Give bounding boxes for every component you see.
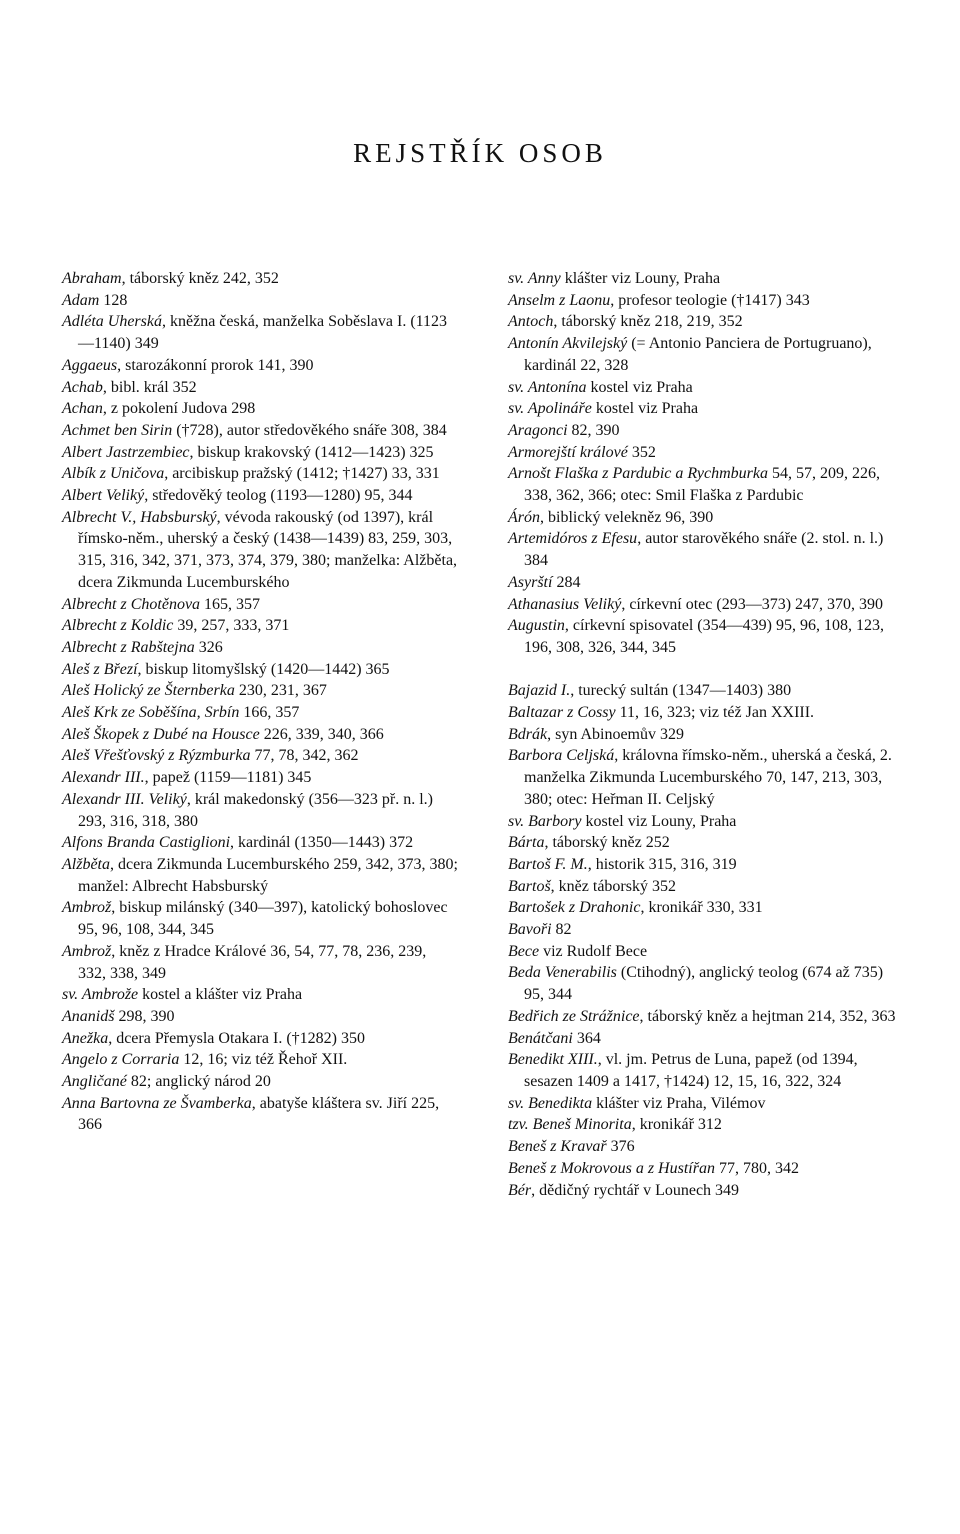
entry-references: klášter viz Praha, Vilémov [592,1094,766,1112]
entry-name: Albrecht z Chotěnova [62,595,201,613]
entry-name: Aragonci [508,421,568,439]
entry-references: 77, 780, 342 [714,1159,799,1177]
index-entry [62,659,458,681]
entry-name: Alžběta [62,855,110,873]
index-entry [62,485,458,507]
index-entry [62,1049,458,1071]
entry-name: Benedikt XIII. [508,1051,598,1069]
index-entry [62,594,458,616]
entry-references: 226, 339, 340, 366 [259,725,384,743]
index-entry [508,1136,904,1158]
index-entry [508,463,904,506]
letter-gap [508,659,904,681]
entry-name: Barbory [528,812,582,830]
entry-name: Apolináře [527,400,592,418]
entry-references: , táborský kněz 218, 219, 352 [553,313,743,331]
entry-name: Bavoři [508,921,552,939]
index-entry [62,268,458,290]
entry-references: , abatyše kláštera sv. Jiří 225, 366 [78,1094,440,1134]
entry-references: , církevní spisovatel (354—439) 95, 96, 108, 123, 196, 308, 326, 344, 345 [524,617,884,656]
entry-references: , král makedonský (356—323 př. n. l.) 293, 316, 318, 380 [78,790,434,830]
entry-name: Barbora Celjská [508,747,615,765]
entry-references: 82 [551,921,572,939]
entry-name: Antonína [527,378,587,396]
entry-references: , středověký teolog (1193—1280) 95, 344 [144,487,413,505]
entry-references: 165, 357 [200,595,261,613]
entry-name: Alexandr III. [62,769,145,787]
entry-references: , biblický velekněz 96, 390 [540,508,714,526]
index-entry [62,984,458,1006]
entry-references: , z pokolení Judova 298 [102,400,256,418]
entry-name: Achmet ben Sirin [62,421,173,439]
index-entry [508,941,904,963]
index-entry [62,1071,458,1093]
entry-name: Beda Venerabilis [508,964,617,982]
entry-references: , dcera Zikmunda Lucemburského 259, 342, 373, 380; manžel: Albrecht Habsburský [78,855,458,895]
entry-references: , papež (1159—1181) 345 [144,769,312,787]
index-entry [62,463,458,485]
entry-prefix: sv. [62,986,82,1004]
index-entry [508,268,904,290]
entry-references: , kněz z Hradce Králové 36, 54, 77, 78, 236, 239, 332, 338, 349 [78,942,427,982]
entry-name: Bér [508,1181,532,1199]
entry-prefix: tzv. [508,1116,533,1134]
index-entry [62,789,458,832]
entry-references: 326 [194,638,223,656]
entry-name: Beneš z Mokrovous a z Hustířan [508,1159,715,1177]
index-entry [62,420,458,442]
index-entry [508,702,904,724]
entry-references: , historik 315, 316, 319 [587,855,737,873]
entry-name: Aleš Škopek z Dubé na Housce [62,725,260,743]
entry-references: , turecký sultán (1347—1403) 380 [570,682,792,700]
entry-name: Bárta [508,834,545,852]
entry-references: , syn Abinoemův 329 [547,725,684,743]
index-column-left [62,268,458,1136]
entry-name: Anna Bartovna ze Švamberka [62,1094,252,1112]
entry-references: , starozákonní prorok 141, 390 [117,356,314,374]
entry-name: Angelo z Corraria [62,1051,180,1069]
index-entry [62,615,458,637]
entry-name: Bedřich ze Strážnice [508,1007,640,1025]
index-entry [62,377,458,399]
index-entry [62,941,458,984]
entry-references: 364 [572,1029,601,1047]
entry-references: , biskup milánský (340—397), katolický bohoslovec 95, 96, 108, 344, 345 [78,899,448,939]
index-entry [508,398,904,420]
entry-references: , táborský kněz a hejtman 214, 352, 363 [639,1007,896,1025]
index-entry [62,398,458,420]
entry-name: Achan [62,400,103,418]
index-entry [508,333,904,376]
index-entry [62,1006,458,1028]
entry-references: , autor starověkého snáře (2. stol. n. l.) 384 [524,530,884,570]
entry-name: Benedikta [528,1094,593,1112]
entry-references: klášter viz Louny, Praha [560,270,721,287]
entry-references: 284 [552,573,581,591]
index-column-right [508,268,904,1201]
entry-name: Bece [508,942,540,960]
entry-name: Ambrož [62,899,112,917]
entry-name: Anežka [62,1029,109,1047]
entry-name: Antonín Akvilejský [508,335,628,353]
entry-name: Augustin [508,617,565,635]
entry-references: kostel viz Louny, Praha [581,812,737,830]
index-entry [62,1093,458,1136]
entry-references: kostel viz Praha [591,400,699,418]
entry-name: Adam [62,291,100,309]
index-entry [62,767,458,789]
entry-references: , kněz táborský 352 [550,877,676,895]
entry-name: Ananidš [62,1007,115,1025]
entry-references: 128 [99,291,128,309]
entry-references: , dědičný rychtář v Lounech 349 [531,1181,740,1199]
index-entry [508,962,904,1005]
entry-references: 82, 390 [567,421,620,439]
entry-name: Armorejští králové [508,443,628,461]
entry-name: Aggaeus [62,356,118,374]
entry-references: , kronikář 312 [631,1116,722,1134]
index-entry [508,594,904,616]
index-entry [508,442,904,464]
entry-name: Alexandr III. Veliký [62,790,187,808]
entry-name: Beneš z Kravař [508,1138,607,1156]
index-entry [508,897,904,919]
entry-references: , táborský kněz 242, 352 [121,270,279,287]
index-entry [508,876,904,898]
entry-references: 230, 231, 367 [234,682,327,700]
entry-references: , bibl. král 352 [102,378,197,396]
index-entry [508,615,904,658]
index-entry [508,1180,904,1202]
entry-references: (†728), autor středověkého snáře 308, 384 [172,421,447,439]
entry-references: viz Rudolf Bece [539,942,648,960]
entry-references: 166, 357 [239,704,300,722]
entry-references: , kněžna česká, manželka Soběslava I. (1123—1140) 349 [78,313,448,353]
entry-references: 376 [606,1138,635,1156]
index-entry [62,832,458,854]
entry-name: Albert Veliký [62,487,145,505]
entry-name: Arnošt Flaška z Pardubic a Rychmburka [508,465,768,483]
index-entry [508,811,904,833]
page-title: REJSTŘÍK OSOB [353,138,607,168]
entry-name: Alfons Branda Castiglioni [62,834,231,852]
entry-name: Anselm z Laonu [508,291,611,309]
entry-name: Athanasius Veliký [508,595,622,613]
entry-references: 298, 390 [114,1007,175,1025]
index-entry [508,311,904,333]
entry-references: , kronikář 330, 331 [640,899,763,917]
entry-prefix: sv. [508,400,528,418]
index-entry [62,442,458,464]
entry-references: , biskup krakovský (1412—1423) 325 [189,443,434,461]
entry-name: Bartoš F. M. [508,855,588,873]
entry-references: 12, 16; viz též Řehoř XII. [179,1051,348,1069]
entry-name: Bdrák [508,725,548,743]
entry-name: Angličané [62,1073,127,1091]
entry-name: Antoch [508,313,554,331]
index-entry [508,919,904,941]
entry-name: Asyrští [508,573,553,591]
index-entry [62,897,458,940]
entry-prefix: sv. [508,812,529,830]
entry-references: , vl. jm. Petrus de Luna, papež (od 1394, sesazen 1409 a 1417, †1424) 12, 15, 16, 322, 324 [524,1051,858,1090]
entry-name: Artemidóros z Efesu [508,530,638,548]
index-entry [508,745,904,810]
entry-references: , kardinál (1350—1443) 372 [230,834,414,852]
index-entry [62,507,458,594]
index-entry [508,528,904,571]
index-entry [508,1093,904,1115]
entry-name: Aleš z Březí [62,660,138,678]
entry-name: Baltazar z Cossy [508,704,616,722]
entry-references: , vévoda rakouský (od 1397), král římsko-něm., uherský a český (1438—1439) 83, 259, 303, 315, 316, 342, 371, 373, 374, 379, 380; manželka: Alžběta, dcera Zikmunda Lucemburského [78,508,458,591]
index-entry [62,680,458,702]
index-entry [508,377,904,399]
entry-prefix: sv. [508,378,528,396]
index-entry [62,854,458,897]
entry-references: kostel viz Praha [586,378,693,396]
entry-references: , arcibiskup pražský (1412; †1427) 33, 331 [164,465,440,483]
entry-references: kostel a klášter viz Praha [138,986,303,1004]
index-entry [508,1028,904,1050]
entry-name: Achab [62,378,103,396]
entry-references: 352 [627,443,656,461]
index-entry [508,1158,904,1180]
index-entry [62,702,458,724]
index-entry [508,832,904,854]
index-entry [508,572,904,594]
entry-name: Ambrož [62,942,112,960]
entry-references: , profesor teologie (†1417) 343 [610,291,810,309]
index-entry [508,290,904,312]
entry-prefix: sv. [508,270,528,287]
index-entry [62,637,458,659]
entry-name: Adléta Uherská [62,313,162,331]
entry-name: Árón [508,508,540,526]
index-entry [62,311,458,354]
entry-references: 77, 78, 342, 362 [250,747,359,765]
entry-references: , dcera Přemysla Otakara I. (†1282) 350 [108,1029,365,1047]
index-entry [508,680,904,702]
entry-name: Anny [527,270,561,287]
index-entry [62,290,458,312]
entry-references: , táborský kněz 252 [544,834,670,852]
entry-name: Albert Jastrzembiec [62,443,190,461]
entry-references: 39, 257, 333, 371 [173,617,290,635]
entry-references: , královna římsko-něm., uherská a česká, 2. manželka Zikmunda Lucemburského 70, 147, 213, 303, 380; otec: Heřman II. Celjský [524,747,892,808]
entry-name: Albrecht z Koldic [62,617,174,635]
entry-prefix: sv. [508,1094,529,1112]
index-entry [508,1049,904,1092]
entry-name: Aleš Krk ze Soběšína, Srbín [62,704,240,722]
entry-references: , biskup litomyšlský (1420—1442) 365 [137,660,390,678]
entry-name: Benátčani [508,1029,573,1047]
entry-name: Albík z Uničova [62,465,165,483]
entry-name: Abraham [62,270,122,287]
index-entry [508,1006,904,1028]
entry-name: Bartošek z Drahonic [508,899,641,917]
entry-name: Albrecht z Rabštejna [62,638,195,656]
index-entry [62,724,458,746]
index-entry [62,745,458,767]
entry-name: Bajazid I. [508,682,571,700]
entry-references: (Ctihodný), anglický teolog (674 až 735) 95, 344 [524,964,884,1004]
entry-references: , církevní otec (293—373) 247, 370, 390 [621,595,884,613]
entry-references: 82; anglický národ 20 [126,1073,271,1091]
index-entry [508,724,904,746]
index-entry [508,507,904,529]
index-entry [508,1114,904,1136]
entry-name: Aleš Holický ze Šternberka [62,682,235,700]
index-entry [508,420,904,442]
entry-references: 54, 57, 209, 226, 338, 362, 366; otec: Smil Flaška z Pardubic [524,465,880,505]
entry-name: Albrecht V., Habsburský [62,508,217,526]
index-entry [62,355,458,377]
index-entry [508,854,904,876]
entry-references: 11, 16, 323; viz též Jan XXIII. [615,704,815,722]
entry-name: Aleš Vřešťovský z Rýzmburka [62,747,251,765]
entry-references: (= Antonio Panciera de Portugruano), kardinál 22, 328 [524,335,872,374]
entry-name: Beneš Minorita [532,1116,632,1134]
index-entry [62,1028,458,1050]
entry-name: Ambrože [81,986,139,1004]
entry-name: Bartoš [508,877,551,895]
